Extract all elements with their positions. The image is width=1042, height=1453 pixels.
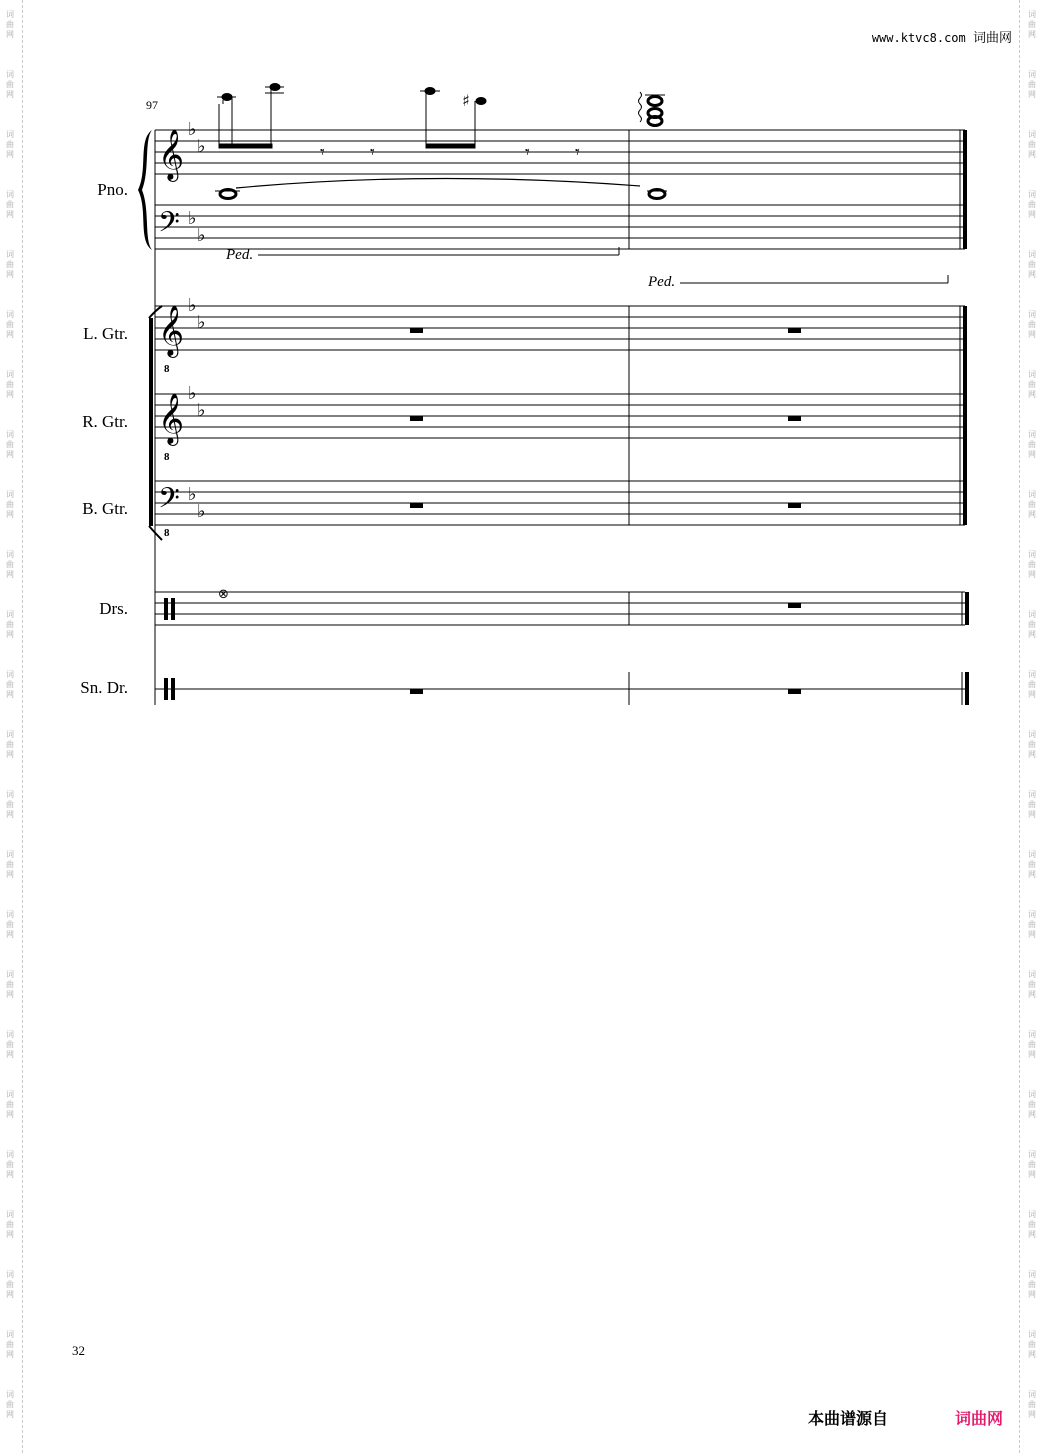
- watermark-mark: 词 曲 网: [1028, 730, 1036, 759]
- sharp-accidental-icon: ♯: [462, 91, 470, 110]
- piano-brace: [138, 130, 152, 250]
- svg-text:𝄾: 𝄾: [525, 142, 530, 163]
- svg-text:♭: ♭: [188, 119, 197, 140]
- measure-number: 97: [146, 98, 158, 112]
- watermark-mark: 词 曲 网: [1028, 1090, 1036, 1119]
- watermark-mark: 词 曲 网: [6, 1090, 14, 1119]
- drums-staff: [155, 592, 965, 625]
- svg-text:𝄾: 𝄾: [575, 142, 580, 163]
- watermark-mark: 词 曲 网: [6, 550, 14, 579]
- watermark-mark: 词 曲 网: [1028, 1270, 1036, 1299]
- svg-text:♭: ♭: [188, 383, 197, 404]
- watermark-mark: 词 曲 网: [6, 1390, 14, 1419]
- watermark-mark: 词 曲 网: [6, 310, 14, 339]
- watermark-mark: 词 曲 网: [6, 370, 14, 399]
- watermark-mark: 词 曲 网: [1028, 970, 1036, 999]
- octave-mark: 8: [164, 363, 170, 375]
- watermark-mark: 词 曲 网: [1028, 10, 1036, 39]
- watermark-mark: 词 曲 网: [6, 130, 14, 159]
- watermark-mark: 词 曲 网: [6, 1270, 14, 1299]
- watermark-mark: 词 曲 网: [1028, 850, 1036, 879]
- watermark-mark: 词 曲 网: [6, 910, 14, 939]
- cymbal-note-icon: ⊗: [218, 587, 229, 602]
- svg-text:♭: ♭: [188, 295, 197, 316]
- footer-brand[interactable]: 词曲网: [955, 1409, 1004, 1428]
- watermark-mark: 词 曲 网: [6, 730, 14, 759]
- watermark-mark: 词 曲 网: [1028, 190, 1036, 219]
- watermark-mark: 词 曲 网: [1028, 1330, 1036, 1359]
- arpeggio-icon: [639, 92, 642, 122]
- watermark-mark: 词 曲 网: [1028, 70, 1036, 99]
- watermark-mark: 词 曲 网: [6, 970, 14, 999]
- watermark-mark: 词 曲 网: [1028, 1210, 1036, 1239]
- watermark-mark: 词 曲 网: [1028, 490, 1036, 519]
- bass-guitar-staff: [155, 481, 965, 525]
- watermark-mark: 词 曲 网: [6, 70, 14, 99]
- watermark-mark: 词 曲 网: [1028, 370, 1036, 399]
- watermark-mark: 词 曲 网: [1028, 1390, 1036, 1419]
- piano-bass-notes: [215, 178, 667, 198]
- octave-mark: 8: [164, 451, 170, 463]
- watermark-mark: 词 曲 网: [1028, 310, 1036, 339]
- pedal-mark: Ped.: [226, 247, 254, 263]
- svg-text:♭: ♭: [197, 136, 206, 157]
- svg-text:♭: ♭: [197, 501, 206, 522]
- watermark-mark: 词 曲 网: [6, 430, 14, 459]
- footer-source-text: 本曲谱源自: [808, 1409, 889, 1428]
- watermark-mark: 词 曲 网: [6, 1150, 14, 1179]
- site-name: 词曲网: [972, 31, 1012, 46]
- pedal-mark: Ped.: [648, 274, 676, 290]
- measure-rests: [410, 328, 801, 694]
- piano-treble-staff: [155, 130, 965, 174]
- percussion-clef-icon: [164, 598, 175, 700]
- octave-mark: 8: [164, 527, 170, 539]
- watermark-mark: 词 曲 网: [6, 190, 14, 219]
- piano-treble-notes: [217, 84, 486, 149]
- site-url[interactable]: www.ktvc8.com: [871, 31, 966, 45]
- watermark-mark: 词 曲 网: [6, 1030, 14, 1059]
- bass-clef-icon: 𝄢: [158, 206, 180, 246]
- pedal-marks: [225, 247, 948, 290]
- svg-text:𝄾: 𝄾: [370, 142, 375, 163]
- instrument-label-drums: Drs.: [99, 599, 128, 618]
- instrument-label-bass-guitar: B. Gtr.: [82, 499, 128, 518]
- treble-clef-icon: 𝄞: [158, 305, 185, 356]
- svg-text:𝄾: 𝄾: [320, 142, 325, 163]
- watermark-mark: 词 曲 网: [1028, 790, 1036, 819]
- watermark-mark: 词 曲 网: [1028, 130, 1036, 159]
- svg-text:♭: ♭: [188, 484, 197, 505]
- key-signatures: [188, 119, 206, 522]
- watermark-mark: 词 曲 网: [6, 250, 14, 279]
- treble-clef-icon: 𝄞: [158, 393, 185, 444]
- watermark-mark: 词 曲 网: [1028, 610, 1036, 639]
- svg-text:♭: ♭: [197, 312, 206, 333]
- bass-clef-icon: 𝄢: [158, 482, 180, 522]
- page-number: 32: [72, 1343, 85, 1358]
- watermark-mark: 词 曲 网: [1028, 910, 1036, 939]
- final-barlines: [963, 130, 969, 705]
- instrument-label-lead-guitar: L. Gtr.: [83, 324, 128, 343]
- svg-text:♭: ♭: [197, 225, 206, 246]
- watermark-mark: 词 曲 网: [1028, 550, 1036, 579]
- watermark-mark: 词 曲 网: [1028, 670, 1036, 699]
- instrument-label-rhythm-guitar: R. Gtr.: [82, 412, 128, 431]
- rhythm-guitar-staff: [155, 394, 965, 438]
- watermark-mark: 词 曲 网: [1028, 1150, 1036, 1179]
- lead-guitar-staff: [155, 306, 965, 350]
- watermark-mark: 词 曲 网: [1028, 1030, 1036, 1059]
- watermark-mark: 词 曲 网: [6, 10, 14, 39]
- svg-text:♭: ♭: [188, 208, 197, 229]
- piano-bass-staff: [155, 205, 965, 249]
- treble-clef-icon: 𝄞: [158, 129, 185, 180]
- watermark-mark: 词 曲 网: [6, 490, 14, 519]
- instrument-label-piano: Pno.: [97, 180, 128, 199]
- watermark-mark: 词 曲 网: [6, 610, 14, 639]
- watermark-mark: 词 曲 网: [6, 850, 14, 879]
- svg-text:♭: ♭: [197, 400, 206, 421]
- watermark-mark: 词 曲 网: [6, 790, 14, 819]
- watermark-mark: 词 曲 网: [6, 1210, 14, 1239]
- watermark-mark: 词 曲 网: [1028, 250, 1036, 279]
- watermark-mark: 词 曲 网: [6, 1330, 14, 1359]
- tie-slur: [236, 178, 640, 188]
- watermark-mark: 词 曲 网: [1028, 430, 1036, 459]
- instrument-label-snare-drum: Sn. Dr.: [80, 678, 128, 697]
- watermark-mark: 词 曲 网: [6, 670, 14, 699]
- piano-treble-chord: [639, 92, 666, 126]
